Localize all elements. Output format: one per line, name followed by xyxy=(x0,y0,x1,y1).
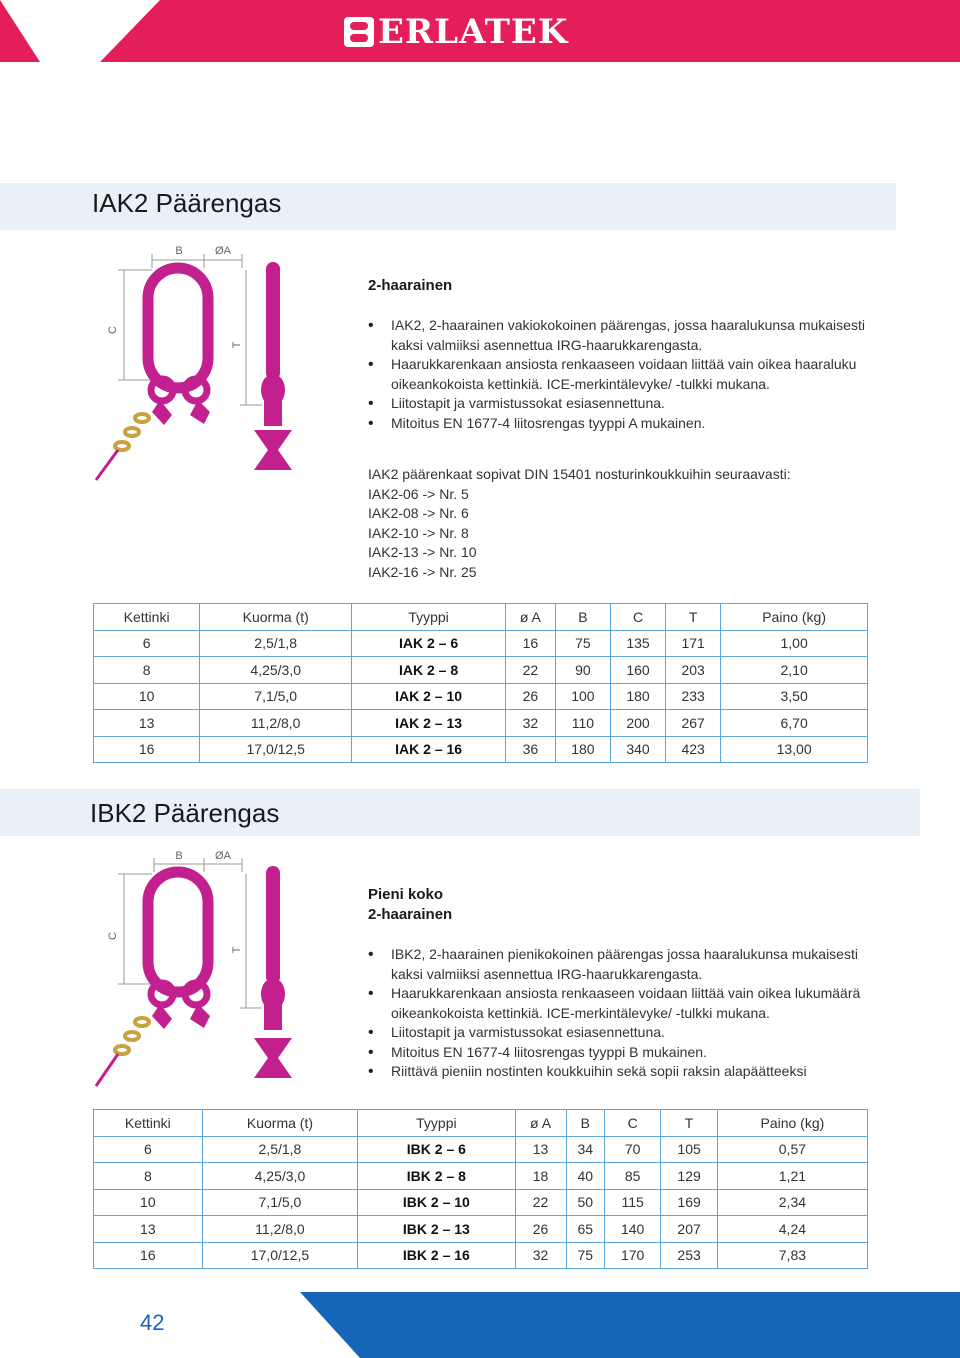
cell: 253 xyxy=(661,1242,717,1269)
cell: 36 xyxy=(505,736,555,763)
table-row xyxy=(94,1163,868,1190)
cell: 129 xyxy=(661,1163,717,1190)
dim-a-label: ØA xyxy=(215,245,231,257)
table-header-row xyxy=(94,1110,868,1137)
fit-line: IAK2-13 -> Nr. 10 xyxy=(368,544,477,561)
cell: 7,83 xyxy=(717,1242,867,1269)
table-header-row xyxy=(94,604,868,631)
cell: 4,25/3,0 xyxy=(202,1163,358,1190)
cell: IBK 2 – 8 xyxy=(358,1163,515,1190)
fit-line: IAK2-16 -> Nr. 25 xyxy=(368,563,477,580)
cell: 17,0/12,5 xyxy=(200,736,352,763)
cell: 13 xyxy=(515,1136,566,1163)
cell: 171 xyxy=(666,630,721,657)
cell: 50 xyxy=(566,1189,604,1216)
cell: 17,0/12,5 xyxy=(202,1242,358,1269)
cell: 32 xyxy=(515,1242,566,1269)
cell: 8 xyxy=(94,657,200,684)
col-header: Kettinki xyxy=(94,604,200,631)
cell: 6 xyxy=(94,630,200,657)
cell: 423 xyxy=(666,736,721,763)
table-row xyxy=(94,1189,868,1216)
table-row xyxy=(94,630,868,657)
dim-a-label: ØA xyxy=(215,850,231,862)
cell: 170 xyxy=(604,1242,660,1269)
cell: 6,70 xyxy=(721,710,868,737)
table-row xyxy=(94,1136,868,1163)
cell: 203 xyxy=(666,657,721,684)
col-header: C xyxy=(604,1110,660,1137)
fit-line: IAK2-06 -> Nr. 5 xyxy=(368,485,469,502)
page-number: 42 xyxy=(140,1310,165,1335)
col-header: Paino (kg) xyxy=(721,604,868,631)
feature-item: • Liitostapit ja varmistussokat esiasennettuna. xyxy=(368,1023,878,1043)
cell: 105 xyxy=(661,1136,717,1163)
col-header: Kuorma (t) xyxy=(202,1110,358,1137)
cell: 267 xyxy=(666,710,721,737)
cell: 18 xyxy=(515,1163,566,1190)
feature-item: • Riittävä pieniin nostinten koukkuihin sekä sopii raksin alapäätteeksi xyxy=(368,1062,878,1082)
cell: 135 xyxy=(610,630,665,657)
cell: 4,24 xyxy=(717,1216,867,1243)
cell: 140 xyxy=(604,1216,660,1243)
col-header: Paino (kg) xyxy=(717,1110,867,1137)
col-header: T xyxy=(666,604,721,631)
footer-bar xyxy=(0,1292,960,1358)
cell: 85 xyxy=(604,1163,660,1190)
cell: 22 xyxy=(515,1189,566,1216)
cell: 1,00 xyxy=(721,630,868,657)
cell: 2,5/1,8 xyxy=(200,630,352,657)
table-row xyxy=(94,657,868,684)
spec-table xyxy=(93,603,868,763)
cell: 110 xyxy=(555,710,610,737)
cell: 6 xyxy=(94,1136,203,1163)
cell: IAK 2 – 8 xyxy=(352,657,506,684)
cell: 75 xyxy=(555,630,610,657)
cell: IBK 2 – 10 xyxy=(358,1189,515,1216)
feature-item: • Mitoitus EN 1677-4 liitosrengas tyyppi B mukainen. xyxy=(368,1043,878,1063)
cell: 180 xyxy=(555,736,610,763)
dim-c-label: C xyxy=(107,932,119,940)
cell: 207 xyxy=(661,1216,717,1243)
cell: 3,50 xyxy=(721,683,868,710)
brand-logo xyxy=(344,14,568,50)
col-header: ø A xyxy=(505,604,555,631)
cell: 70 xyxy=(604,1136,660,1163)
cell: 100 xyxy=(555,683,610,710)
section-description xyxy=(368,276,878,583)
fit-line: IAK2-10 -> Nr. 8 xyxy=(368,524,469,541)
cell: IAK 2 – 10 xyxy=(352,683,506,710)
cell: 16 xyxy=(94,736,200,763)
cell: 10 xyxy=(94,1189,203,1216)
section-title: IAK2 Päärengas xyxy=(92,188,282,218)
cell: 7,1/5,0 xyxy=(200,683,352,710)
cell: 8 xyxy=(94,1163,203,1190)
col-header: C xyxy=(610,604,665,631)
cell: 11,2/8,0 xyxy=(202,1216,358,1243)
cell: IBK 2 – 16 xyxy=(358,1242,515,1269)
section-title: IBK2 Päärengas xyxy=(90,798,280,828)
feature-list xyxy=(368,945,878,1082)
dim-t-label: T xyxy=(231,946,243,954)
feature-item: • Mitoitus EN 1677-4 liitosrengas tyyppi A mukainen. xyxy=(368,414,878,434)
col-header: B xyxy=(566,1110,604,1137)
dim-b-label: B xyxy=(175,245,183,257)
col-header: Tyyppi xyxy=(358,1110,515,1137)
cell: 22 xyxy=(505,657,555,684)
cell: 11,2/8,0 xyxy=(200,710,352,737)
table-row xyxy=(94,1242,868,1269)
col-header: Kettinki xyxy=(94,1110,203,1137)
dim-c-label: C xyxy=(107,326,119,334)
cell: 160 xyxy=(610,657,665,684)
product-image-ibk2 xyxy=(92,848,327,1093)
cell: 13 xyxy=(94,710,200,737)
cell: IAK 2 – 16 xyxy=(352,736,506,763)
cell: IBK 2 – 6 xyxy=(358,1136,515,1163)
header-bar xyxy=(0,0,960,62)
table-row xyxy=(94,736,868,763)
cell: 16 xyxy=(505,630,555,657)
feature-item: • IBK2, 2-haarainen pienikokoinen päärengas jossa haaralukunsa mukaisesti kaksi valmiiksi asennettua IRG-haarukkarengasta. xyxy=(368,945,878,984)
section-subtitle: 2-haarainen xyxy=(368,277,453,294)
footer-page-tab xyxy=(0,1292,360,1358)
cell: 32 xyxy=(505,710,555,737)
logo-chain-icon xyxy=(344,17,374,47)
cell: 233 xyxy=(666,683,721,710)
cell: IAK 2 – 13 xyxy=(352,710,506,737)
cell: 340 xyxy=(610,736,665,763)
feature-item: • Haarukkarenkaan ansiosta renkaaseen voidaan liittää vain oikea haaraluku oikeankokoista kettinkiä. ICE-merkintälevyke/ -tulkki mukana. xyxy=(368,355,878,394)
feature-item: • Haarukkarenkaan ansiosta renkaaseen voidaan liittää vain oikea lukumäärä oikeankokoista kettinkiä. ICE-merkintälevyke/ -tulkki mukana. xyxy=(368,984,878,1023)
table-row xyxy=(94,1216,868,1243)
cell: 26 xyxy=(505,683,555,710)
feature-item: • Liitostapit ja varmistussokat esiasennettuna. xyxy=(368,394,878,414)
cell: 169 xyxy=(661,1189,717,1216)
hook-compatibility xyxy=(368,465,878,583)
table-row xyxy=(94,683,868,710)
cell: 2,5/1,8 xyxy=(202,1136,358,1163)
section-subtitle: Pieni koko xyxy=(368,886,444,903)
cell: 200 xyxy=(610,710,665,737)
fit-line: IAK2 päärenkaat sopivat DIN 15401 nosturinkoukkuihin seuraavasti: xyxy=(368,466,791,482)
col-header: Tyyppi xyxy=(352,604,506,631)
cell: 13,00 xyxy=(721,736,868,763)
cell: 90 xyxy=(555,657,610,684)
feature-list xyxy=(368,316,878,433)
section-subtitle: 2-haarainen xyxy=(368,906,453,923)
cell: 16 xyxy=(94,1242,203,1269)
cell: 10 xyxy=(94,683,200,710)
feature-item: • IAK2, 2-haarainen vakiokokoinen päärengas, jossa haaralukunsa mukaisesti kaksi valmiiksi asennettua IRG-haarukkarengasta. xyxy=(368,316,878,355)
cell: 2,10 xyxy=(721,657,868,684)
product-image-iak2 xyxy=(92,240,327,485)
cell: 180 xyxy=(610,683,665,710)
header-corner-shape xyxy=(0,0,230,62)
col-header: Kuorma (t) xyxy=(200,604,352,631)
table-row xyxy=(94,710,868,737)
cell: IAK 2 – 6 xyxy=(352,630,506,657)
cell: IBK 2 – 13 xyxy=(358,1216,515,1243)
dim-t-label: T xyxy=(231,341,243,349)
fit-line: IAK2-08 -> Nr. 6 xyxy=(368,505,469,522)
col-header: ø A xyxy=(515,1110,566,1137)
spec-table xyxy=(93,1109,868,1269)
cell: 65 xyxy=(566,1216,604,1243)
cell: 115 xyxy=(604,1189,660,1216)
cell: 26 xyxy=(515,1216,566,1243)
cell: 40 xyxy=(566,1163,604,1190)
cell: 4,25/3,0 xyxy=(200,657,352,684)
dim-b-label: B xyxy=(175,850,183,862)
cell: 34 xyxy=(566,1136,604,1163)
section-description xyxy=(368,885,878,1082)
cell: 0,57 xyxy=(717,1136,867,1163)
cell: 2,34 xyxy=(717,1189,867,1216)
col-header: B xyxy=(555,604,610,631)
logo-text: ERLATEK xyxy=(378,12,569,52)
cell: 1,21 xyxy=(717,1163,867,1190)
cell: 75 xyxy=(566,1242,604,1269)
cell: 13 xyxy=(94,1216,203,1243)
cell: 7,1/5,0 xyxy=(202,1189,358,1216)
col-header: T xyxy=(661,1110,717,1137)
